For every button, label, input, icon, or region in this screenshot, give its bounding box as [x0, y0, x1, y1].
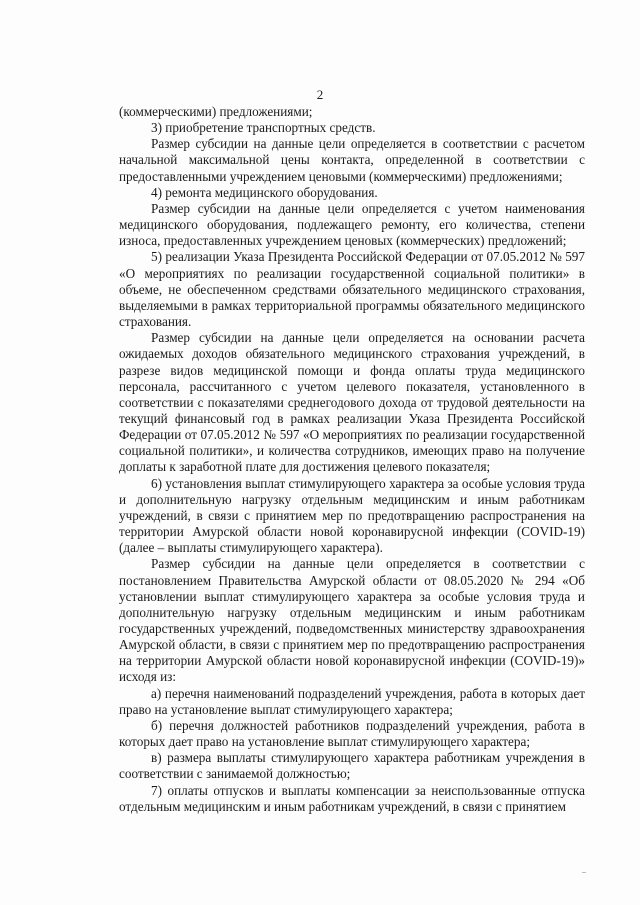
paragraph-continuation: (коммерческими) предложениями; — [119, 104, 313, 119]
sub-item-a: а) перечня наименований подразделений учреждения, работа в которых дает право на установление выплат стимулирующего характера; — [119, 685, 585, 717]
paragraph-subsidy-size-incentive: Размер субсидии на данные цели определяется в соответствии с постановлением Правительства Амурской области от 08.05.2020 № 294 «Об установлении выплат стимулирующего характера за особые условия труда и дополнительную нагрузку отдельным медицинским и иным работникам государственных учреждений, подведомственных министерству здравоохранения Амурской области, в связи с принятием мер по предотвращению распространения на территории Амурской области новой коронавирусной инфекции (COVID-19)» исходя из: — [119, 556, 585, 685]
document-body — [119, 104, 585, 815]
scan-artifact — [582, 872, 586, 873]
paragraph-subsidy-size-decree: Размер субсидии на данные цели определяется на основании расчета ожидаемых доходов обязательного медицинского страхования учреждений, в разрезе видов медицинской помощи и фонда оплаты труда медицинского персонала, рассчитанного с учетом целевого показателя, установленного в соответствии с показателями среднегодового дохода от трудовой деятельности на текущий финансовый год в рамках реализации Указа Президента Российской Федерации от 07.05.2012 № 597 «О мероприятиях по реализации государственной социальной политики», и количества сотрудников, имеющих право на получение доплаты к заработной плате для достижения целевого показателя; — [119, 330, 585, 475]
list-item-5-decree: 5) реализации Указа Президента Российской Федерации от 07.05.2012 № 597 «О мероприятиях по реализации государственной социальной политики» в объеме, не обеспеченном средствами обязательного медицинского страхования, выделяемыми в рамках территориальной программы обязательного медицинского страхования. — [119, 249, 585, 330]
paragraph-subsidy-size-transport: Размер субсидии на данные цели определяется в соответствии с расчетом начальной максимальной цены контакта, определенной в соответствии с предоставленными учреждением ценовыми (коммерческими) предложениями; — [119, 136, 585, 184]
sub-item-b: б) перечня должностей работников подразделений учреждения, работа в которых дает право на установление выплат стимулирующего характера; — [119, 717, 585, 750]
list-item-6-incentive-payments: 6) установления выплат стимулирующего характера за особые условия труда и дополнительную нагрузку отдельным медицинским и иным работникам учреждений, в связи с принятием мер по предотвращению распространения на территории Амурской области новой коронавирусной инфекции (COVID-19) (далее – выплаты стимулирующего характера). — [119, 475, 585, 556]
sub-item-v: в) размера выплаты стимулирующего характера работникам учреждения в соответствии с занимаемой должностью; — [119, 750, 585, 782]
list-item-3-transport: 3) приобретение транспортных средств. — [151, 120, 376, 136]
page-number: 2 — [316, 87, 324, 102]
paragraph-subsidy-size-repair: Размер субсидии на данные цели определяется с учетом наименования медицинского оборудования, подлежащего ремонту, его количества, степени износа, предоставленных учреждением ценовых (коммерческих) предложений; — [119, 200, 585, 249]
list-item-4-repair: 4) ремонта медицинского оборудования. — [151, 184, 378, 200]
list-item-7-vacation: 7) оплаты отпусков и выплаты компенсации за неиспользованные отпуска отдельным медицинским и иным работникам учреждений, в связи с принятием — [119, 782, 585, 814]
